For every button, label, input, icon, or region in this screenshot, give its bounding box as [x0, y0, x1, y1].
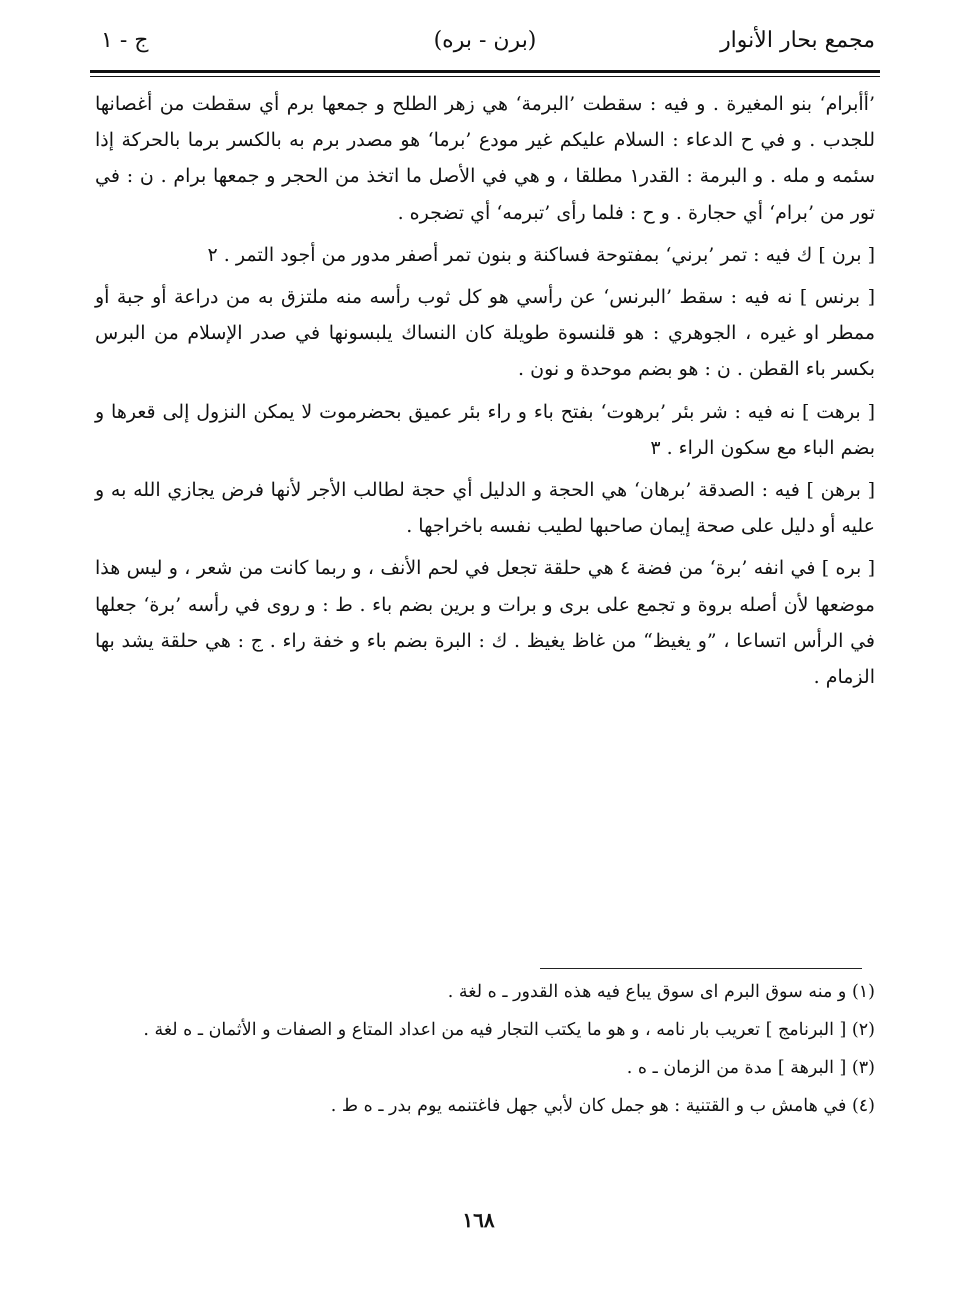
book-title: مجمع بحار الأنوار [720, 28, 875, 53]
footnote-1: (١) و منه سوق البرم اى سوق يباع فيه هذه القدور ـ ه لغة . [447, 982, 875, 1002]
page-number: ١٦٨ [462, 1208, 495, 1232]
entry-barm: ’أأبرام‘ بنو المغيرة . و فيه : سقطت ’البرمة‘ هي زهر الطلح و جمعها برم أي سقطت من أغصانها للجدب . و في ح الدعاء : السلام عليكم غير مودع ’برما‘ هو مصدر برم به بالكسر برما بالحركة إذا سئمه و مله . و البرمة : القدر١ مطلقا ، و هي في الأصل ما اتخذ من الحجر و جمعها برام . ن : في تور من ’برام‘ أي حجارة . و ح : فلما رأى ’تبرمه‘ أي تضجره . [95, 93, 875, 224]
entry-barn: [ برن ] ك فيه : تمر ’برني‘ بمفتوحة فساكنة و بنون تمر أصفر مدور من أجود التمر . ٢ [207, 243, 875, 266]
entry-burnus: [ برنس ] نه فيه : سقط ’البرنس‘ عن رأسي هو كل ثوب رأسه منه ملتزق به من دراعة أو جبة أو ممطر او غيره ، الجوهري : هو قلنسوة طويلة كان النساك يلبسونها في صدر الإسلام من البرس بكسر باء القطن . ن : هو بضم موحدة و نون . [95, 286, 875, 381]
footnote-2: (٢) [ البرنامج ] تعريب بار نامه ، و هو ما يكتب التجار فيه من اعداد المتاع و الصفات و الأثمان ـ ه لغة . [143, 1020, 875, 1040]
volume-number: ج - ١ [101, 28, 149, 53]
page-header [95, 22, 875, 68]
footnote-4: (٤) في هامش ب و القتنية : هو جمل كان لأبي جهل فاغتنمه يوم بدر ـ ه ط . [330, 1096, 875, 1116]
entry-barhut: [ برهت ] نه فيه : شر بئر ’برهوت‘ بفتح باء و راء بئر عميق بحضرموت لا يمكن النزول إلى قعرها و بضم الباء مع سكون الراء . ٣ [95, 400, 875, 459]
main-text [95, 86, 875, 695]
entry-burra: [ بره ] في انفه ’برة‘ من فضة ٤ هي حلقة تجعل في لحم الأنف ، و ربما كانت من شعر ، و ليس هذا موضعها لأن أصله بروة و تجمع على برى و برات و برين بضم باء . ط : و روى في رأسه ’برة‘ جعلها في الرأس اتساعا ، ”و يغيظ“ من غاظ يغيظ . ك : البرة بضم باء و خفة راء . ج : هي حلقة يشد بها الزمام . [95, 557, 875, 689]
footnote-separator [540, 968, 862, 969]
header-rule-thick [90, 70, 880, 73]
footnote-3: (٣) [ البرهة ] مدة من الزمان ـ ه . [626, 1058, 875, 1078]
header-rule-thin [90, 76, 880, 77]
entry-burhan: [ برهن ] فيه : الصدقة ’برهان‘ هي الحجة و الدليل أي حجة لطالب الأجر لأنها فرض يجازي الله به و عليه أو دليل على صحة إيمان صاحبها لطيب نفسه باخراجها . [95, 479, 876, 538]
footnotes [95, 975, 875, 1127]
entry-range: (برن - بره) [433, 28, 537, 53]
